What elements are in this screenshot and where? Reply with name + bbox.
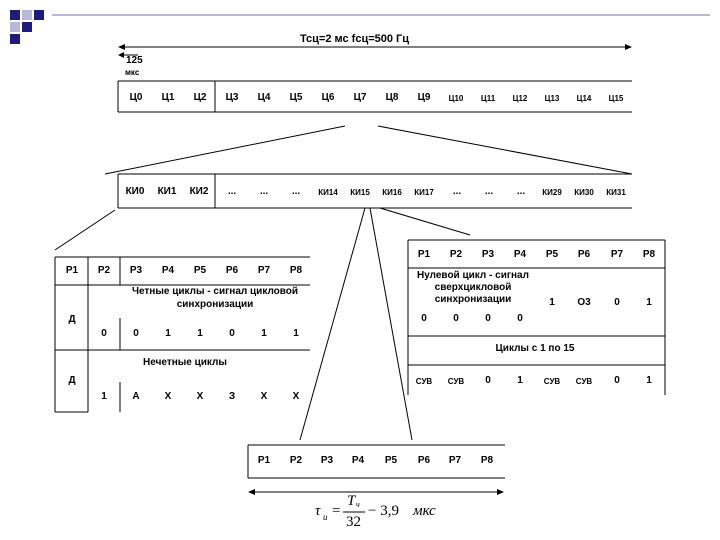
formula-denominator: 32 [346,514,361,530]
cycle-label: Ц5 [289,92,303,103]
formula-equals: = [332,503,341,519]
zero-cycle-title-line2: сверхцикловой [434,282,512,293]
bit-header: Р6 [577,249,591,260]
bit-header: Р1 [417,249,431,260]
formula-numerator: T [347,493,356,509]
cycle-label: Ц15 [608,94,624,103]
cycle-label: Ц10 [448,94,464,103]
bit-header: Р6 [225,265,239,276]
cycle-label: Ц3 [225,92,239,103]
bit-header: Р8 [642,249,656,260]
even-value: 0 [101,328,107,339]
cycles-value: 1 [517,375,523,386]
cycle-label: Ц7 [353,92,367,103]
channel-label: ... [484,186,494,197]
bit-header: Р1 [257,455,271,466]
odd-value: А [132,391,140,402]
bit-header: Р7 [448,455,462,466]
bit-header: Р5 [193,265,207,276]
bit-header: Р1 [65,265,79,276]
bit-header: Р5 [545,249,559,260]
zero-value: 0 [421,313,427,324]
odd-value: Х [260,391,268,402]
even-value: 0 [229,328,235,339]
cycle-label: Ц13 [544,94,560,103]
cycles-value: 0 [485,375,491,386]
even-value: 1 [197,328,203,339]
zero-value: 1 [549,297,555,308]
odd-value: 1 [101,391,107,402]
channel-label: ... [516,186,526,197]
slot-duration-value: 125 [126,55,143,66]
bit-header: Р2 [289,455,303,466]
channel-label: ... [259,186,269,197]
channel-label: КИ31 [606,188,626,197]
zero-value: 0 [485,313,491,324]
channel-label: КИ14 [318,188,338,197]
row-label-d: Д [68,314,76,325]
cycles-value: СУВ [543,377,561,386]
even-value: 0 [133,328,139,339]
zero-value: О3 [577,297,591,308]
cycles-value: 1 [646,375,652,386]
zero-value: 1 [646,297,652,308]
zero-value: 0 [453,313,459,324]
cycle-label: Ц8 [385,92,399,103]
cycle-label: Ц2 [193,92,207,103]
odd-cycles-title: Нечетные циклы [143,357,227,368]
bit-header: Р2 [97,265,111,276]
bit-header: Р4 [513,249,527,260]
odd-value: Х [196,391,204,402]
bit-header: Р6 [417,455,431,466]
zero-cycle-title-line3: синхронизации [434,294,512,305]
row-label-d: Д [68,375,76,386]
odd-value: З [228,391,236,402]
channel-label: ... [227,186,237,197]
period-label: Тсц=2 мс fсц=500 Гц [300,33,410,45]
even-value: 1 [293,328,299,339]
zero-value: 0 [517,313,523,324]
channel-label: КИ30 [574,188,594,197]
cycles-value: 0 [614,375,620,386]
cycles-1-15-title: Циклы с 1 по 15 [495,343,575,354]
bit-header: Р8 [289,265,303,276]
cycle-label: Ц0 [129,92,143,103]
bit-header: Р3 [481,249,495,260]
cycle-label: Ц11 [480,94,496,103]
channel-label: КИ2 [189,186,209,197]
cycle-label: Ц9 [417,92,431,103]
bit-header: Р3 [320,455,334,466]
bit-header: Р7 [610,249,624,260]
even-value: 1 [261,328,267,339]
cycle-label: Ц14 [576,94,592,103]
formula-rest: − 3,9 [368,503,399,519]
odd-value: Х [164,391,172,402]
cycle-label: Ц12 [512,94,528,103]
formula-tau-subscript: и [323,512,328,522]
cycle-label: Ц4 [257,92,271,103]
channel-label: ... [452,186,462,197]
channel-label: ... [291,186,301,197]
bit-header: Р2 [449,249,463,260]
even-value: 1 [165,328,171,339]
cycle-label: Ц6 [321,92,335,103]
cycles-value: СУВ [575,377,593,386]
channel-label: КИ15 [350,188,370,197]
channel-label: КИ29 [542,188,562,197]
formula-tau: τ [315,503,321,519]
bit-header: Р4 [161,265,175,276]
zero-cycle-title: Нулевой цикл - сигнал [417,270,529,281]
bit-header: Р8 [480,455,494,466]
cycles-value: СУВ [415,377,433,386]
formula-unit: мкс [413,503,436,519]
channel-label: КИ1 [157,186,177,197]
channel-label: КИ17 [414,188,434,197]
channel-label: КИ16 [382,188,402,197]
slot-duration-unit: мкс [125,68,140,77]
cycle-label: Ц1 [161,92,175,103]
cycles-value: СУВ [447,377,465,386]
odd-value: Х [292,391,300,402]
bit-header: Р4 [351,455,365,466]
formula-numerator-subscript: ч [356,500,360,509]
even-cycles-title: Четные циклы - сигнал цикловой [131,286,299,297]
channel-label: КИ0 [125,186,145,197]
bit-header: Р3 [129,265,143,276]
zero-value: 0 [614,297,620,308]
bit-header: Р7 [257,265,271,276]
even-cycles-title-line2: синхронизации [176,299,254,310]
bit-header: Р5 [384,455,398,466]
